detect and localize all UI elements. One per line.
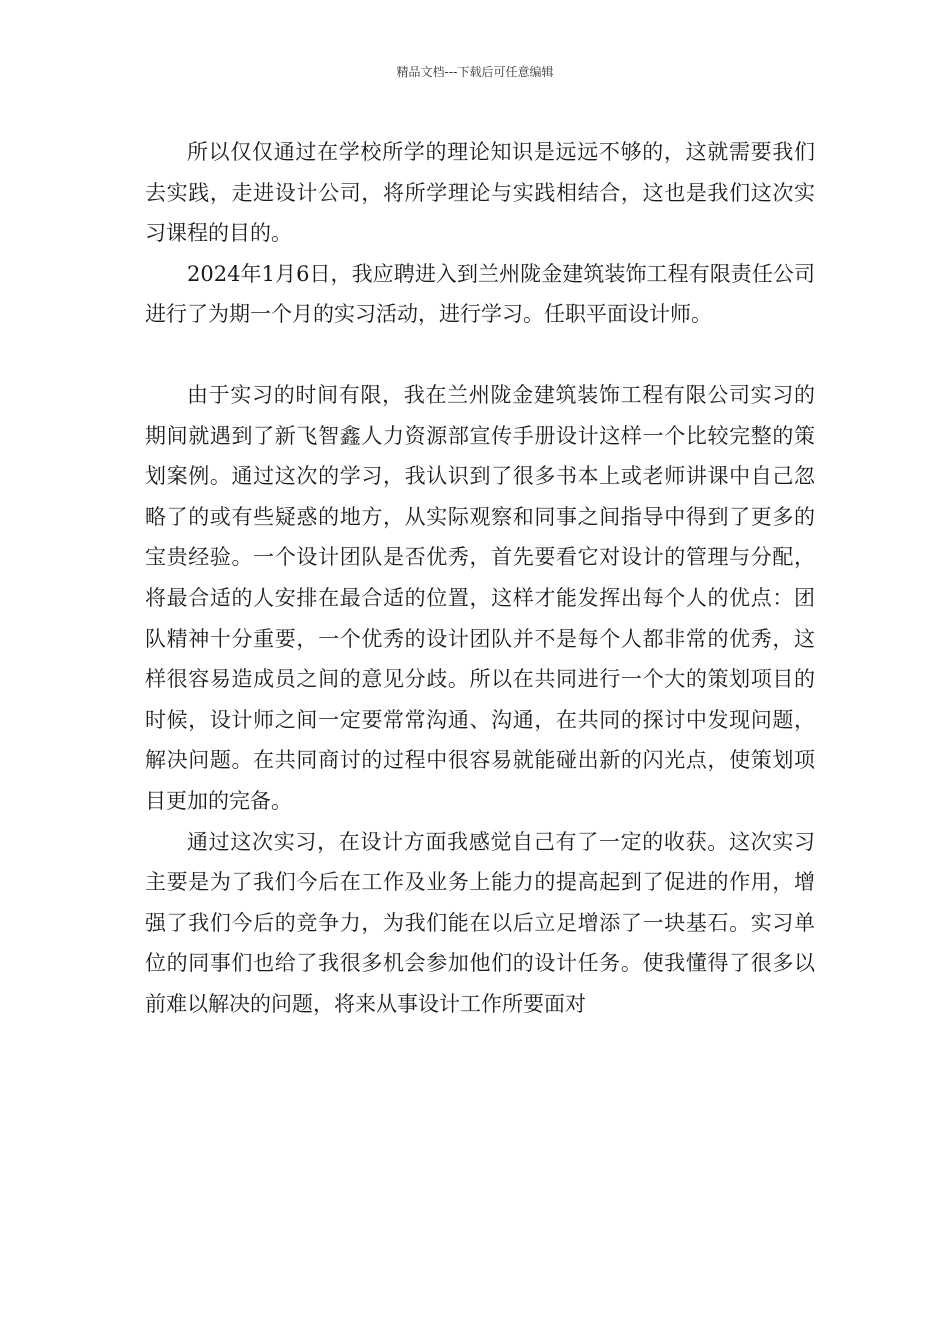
page-header: 精品文档---下载后可任意编辑 — [396, 65, 554, 79]
paragraph-3: 由于实习的时间有限，我在兰州陇金建筑装饰工程有限公司实习的期间就遇到了新飞智鑫人力资源部宣传手册设计这样一个比较完整的策划案例。通过这次的学习，我认识到了很多书本上或老师讲课中自己忽略了的或有些疑惑的地方，从实际观察和同事之间指导中得到了更多的宝贵经验。一个设计团队是否优秀，首先要看它对设计的管理与分配，将最合适的人安排在最合适的位置，这样才能发挥出每个人的优点：团队精神十分重要，一个优秀的设计团队并不是每个人都非常的优秀，这样很容易造成员之间的意见分歧。所以在共同进行一个大的策划项目的时候，设计师之间一定要常常沟通、沟通，在共同的探讨中发现问题，解决问题。在共同商讨的过程中很容易就能碰出新的闪光点，使策划项目更加的完备。 — [145, 382, 815, 813]
paragraph-1: 所以仅仅通过在学校所学的理论知识是远远不够的，这就需要我们去实践，走进设计公司，将所学理论与实践相结合，这也是我们这次实习课程的目的。 — [145, 140, 815, 246]
paragraph-gap — [145, 335, 815, 375]
paragraph-4: 通过这次实习，在设计方面我感觉自己有了一定的收获。这次实习主要是为了我们今后在工作及业务上能力的提高起到了促进的作用，增强了我们今后的竞争力，为我们能在以后立足增添了一块基石。实习单位的同事们也给了我很多机会参加他们的设计任务。使我懂得了很多以前难以解决的问题，将来从事设计工作所要面对 — [145, 829, 815, 1016]
document-body — [145, 132, 815, 1024]
paragraph-2: 2024年1月6日，我应聘进入到兰州陇金建筑装饰工程有限责任公司进行了为期一个月的实习活动，进行学习。任职平面设计师。 — [145, 261, 815, 327]
